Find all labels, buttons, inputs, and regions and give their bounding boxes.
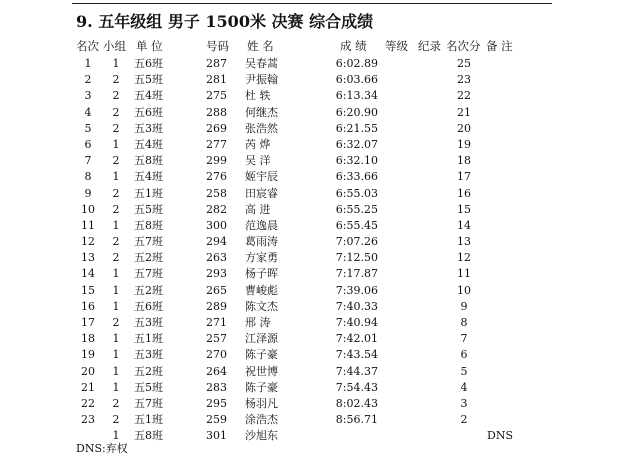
cell-class: 五6班: [134, 299, 163, 313]
cell-group: 1: [112, 283, 120, 297]
cell-number: 257: [206, 332, 227, 346]
cell-result: 7:44.37: [335, 364, 378, 378]
page-title: 9. 五年级组 男子 1500米 决赛 综合成绩: [76, 12, 374, 31]
cell-number: 289: [206, 299, 227, 313]
cell-points: 25: [457, 57, 471, 70]
cell-class: 五4班: [134, 170, 163, 184]
table-row: [0, 186, 630, 202]
cell-group: 1: [112, 218, 120, 232]
cell-points: 11: [457, 267, 471, 281]
cell-rank: 3: [84, 89, 92, 103]
cell-result: 7:42.01: [335, 332, 378, 346]
cell-name: 江泽源: [245, 332, 278, 346]
cell-class: 五3班: [134, 121, 163, 135]
cell-name: 陈文杰: [245, 299, 278, 313]
cell-result: 6:32.07: [335, 137, 378, 151]
cell-class: 五8班: [134, 429, 163, 443]
cell-points: 7: [460, 332, 468, 346]
cell-result: 6:55.03: [335, 186, 378, 200]
top-rule: [72, 3, 552, 4]
cell-group: 1: [112, 380, 120, 394]
table-row: [0, 412, 630, 428]
table-header: [0, 38, 630, 54]
cell-class: 五5班: [134, 73, 163, 87]
cell-group: 1: [112, 267, 120, 281]
cell-rank: 15: [81, 283, 95, 297]
cell-points: 21: [457, 105, 471, 119]
cell-result: 6:55.45: [335, 218, 378, 232]
cell-group: 1: [112, 170, 120, 184]
cell-result: 7:39.06: [335, 283, 378, 297]
footnote: DNS:弃权: [76, 442, 128, 455]
cell-number: 288: [206, 105, 227, 119]
cell-name: 邢 涛: [245, 316, 271, 329]
cell-class: 五1班: [134, 332, 163, 346]
cell-name: 涂浩杰: [245, 413, 278, 427]
table-row: [0, 266, 630, 282]
cell-result: 7:40.33: [335, 299, 378, 313]
cell-rank: 19: [81, 348, 95, 362]
cell-group: 2: [112, 105, 120, 119]
cell-group: 2: [112, 154, 120, 168]
cell-group: 2: [112, 202, 120, 216]
cell-group: 2: [112, 251, 120, 265]
cell-class: 五4班: [134, 89, 163, 103]
cell-group: 2: [112, 121, 120, 135]
cell-rank: 4: [84, 105, 92, 119]
cell-name: 杨子晖: [245, 267, 278, 281]
cell-number: 277: [206, 137, 227, 151]
table-row: [0, 56, 630, 72]
cell-number: 295: [206, 396, 227, 410]
cell-group: 1: [112, 364, 120, 378]
table-row: [0, 121, 630, 137]
cell-number: 299: [206, 154, 227, 168]
cell-points: 2: [460, 413, 468, 427]
cell-group: 1: [112, 57, 120, 70]
results-table: [0, 56, 630, 445]
table-row: [0, 105, 630, 121]
cell-number: 276: [206, 170, 227, 184]
header-result: 成 绩: [340, 39, 367, 53]
cell-result: 6:13.34: [335, 89, 378, 103]
header-grade: 等级: [385, 39, 408, 53]
cell-class: 五8班: [134, 218, 163, 232]
cell-class: 五7班: [134, 267, 163, 281]
cell-points: 9: [460, 299, 468, 313]
cell-number: 293: [206, 267, 227, 281]
cell-class: 五6班: [134, 57, 163, 70]
cell-rank: 5: [84, 121, 92, 135]
cell-name: 葛雨涛: [245, 235, 278, 249]
cell-name: 方家勇: [245, 251, 278, 265]
table-row: [0, 153, 630, 169]
cell-number: 258: [206, 186, 227, 200]
cell-points: 20: [457, 121, 471, 135]
cell-name: 高 进: [245, 202, 271, 216]
cell-class: 五5班: [134, 202, 163, 216]
cell-result: 7:17.87: [335, 267, 378, 281]
header-points: 名次分: [446, 39, 481, 53]
cell-group: 2: [112, 89, 120, 103]
cell-result: 8:02.43: [335, 396, 378, 410]
cell-points: 15: [457, 202, 471, 216]
cell-group: 2: [112, 316, 120, 329]
cell-number: 265: [206, 283, 227, 297]
cell-rank: 17: [81, 316, 95, 329]
cell-class: 五2班: [134, 251, 163, 265]
cell-name: 吴春蒿: [245, 57, 278, 70]
cell-name: 曹峻彪: [245, 283, 278, 297]
cell-number: 263: [206, 251, 227, 265]
cell-name: 杜 轶: [245, 89, 271, 103]
header-rank: 名次: [76, 39, 99, 53]
cell-rank: 9: [84, 186, 92, 200]
cell-rank: 21: [81, 380, 95, 394]
table-row: [0, 283, 630, 299]
cell-class: 五1班: [134, 186, 163, 200]
cell-name: 何继杰: [245, 105, 278, 119]
cell-group: 2: [112, 413, 120, 427]
table-row: [0, 202, 630, 218]
header-number: 号码: [206, 39, 229, 53]
header-record: 纪录: [418, 39, 441, 53]
table-row: [0, 250, 630, 266]
cell-number: 259: [206, 413, 227, 427]
cell-result: 6:33.66: [335, 170, 378, 184]
cell-rank: 16: [81, 299, 95, 313]
cell-result: 7:07.26: [335, 235, 378, 249]
cell-class: 五7班: [134, 396, 163, 410]
cell-name: 祝世博: [245, 364, 278, 378]
cell-points: 22: [457, 89, 471, 103]
cell-name: 杨羽凡: [245, 396, 278, 410]
cell-number: 294: [206, 235, 227, 249]
cell-result: 6:32.10: [335, 154, 378, 168]
cell-result: 6:55.25: [335, 202, 378, 216]
cell-number: 282: [206, 202, 227, 216]
cell-remark: DNS: [487, 429, 513, 443]
cell-rank: 1: [84, 57, 92, 70]
table-row: [0, 88, 630, 104]
cell-group: 1: [112, 299, 120, 313]
cell-points: 18: [457, 154, 471, 168]
cell-result: 6:02.89: [335, 57, 378, 70]
cell-name: 田宸睿: [245, 186, 278, 200]
table-row: [0, 364, 630, 380]
cell-rank: 14: [81, 267, 95, 281]
cell-result: 6:20.90: [335, 105, 378, 119]
cell-name: 芮 烨: [245, 137, 271, 151]
table-row: [0, 72, 630, 88]
cell-points: 12: [457, 251, 471, 265]
cell-rank: 12: [81, 235, 95, 249]
cell-class: 五5班: [134, 380, 163, 394]
cell-rank: 13: [81, 251, 95, 265]
cell-result: 8:56.71: [335, 413, 378, 427]
cell-name: 尹振翰: [245, 73, 278, 87]
cell-rank: 6: [84, 137, 92, 151]
table-row: [0, 234, 630, 250]
table-row: [0, 315, 630, 331]
header-group: 小组: [103, 39, 126, 53]
cell-name: 吴 洋: [245, 154, 271, 168]
table-row: [0, 331, 630, 347]
cell-result: 7:40.94: [335, 316, 378, 329]
cell-group: 1: [112, 137, 120, 151]
cell-points: 8: [460, 316, 468, 329]
cell-group: 1: [112, 429, 120, 443]
cell-name: 陈子豪: [245, 380, 278, 394]
table-row: [0, 380, 630, 396]
cell-points: 4: [460, 380, 468, 394]
cell-rank: 20: [81, 364, 95, 378]
cell-rank: 10: [81, 202, 95, 216]
cell-points: 3: [460, 396, 468, 410]
cell-points: 17: [457, 170, 471, 184]
cell-number: 281: [206, 73, 227, 87]
cell-class: 五8班: [134, 154, 163, 168]
cell-rank: 18: [81, 332, 95, 346]
cell-result: 7:43.54: [335, 348, 378, 362]
cell-name: 范逸晨: [245, 218, 278, 232]
cell-name: 姬宇辰: [245, 170, 278, 184]
cell-number: 301: [206, 429, 227, 443]
cell-class: 五7班: [134, 235, 163, 249]
header-remark: 备 注: [486, 39, 513, 53]
cell-number: 270: [206, 348, 227, 362]
cell-number: 271: [206, 316, 227, 329]
table-row: [0, 137, 630, 153]
cell-group: 1: [112, 332, 120, 346]
cell-number: 283: [206, 380, 227, 394]
cell-rank: 11: [81, 218, 95, 232]
cell-number: 287: [206, 57, 227, 70]
cell-points: 14: [457, 218, 471, 232]
table-row: [0, 169, 630, 185]
cell-number: 264: [206, 364, 227, 378]
cell-points: 6: [460, 348, 468, 362]
cell-class: 五3班: [134, 316, 163, 329]
cell-class: 五1班: [134, 413, 163, 427]
cell-class: 五4班: [134, 137, 163, 151]
cell-rank: 7: [84, 154, 92, 168]
cell-points: 23: [457, 73, 471, 87]
cell-rank: 23: [81, 413, 95, 427]
header-class: 单 位: [136, 39, 163, 53]
cell-name: 陈子豪: [245, 348, 278, 362]
cell-rank: 22: [81, 396, 95, 410]
cell-points: 19: [457, 137, 471, 151]
cell-class: 五3班: [134, 348, 163, 362]
cell-class: 五2班: [134, 283, 163, 297]
cell-points: 5: [460, 364, 468, 378]
cell-class: 五2班: [134, 364, 163, 378]
cell-result: 6:03.66: [335, 73, 378, 87]
cell-rank: 8: [84, 170, 92, 184]
cell-number: 269: [206, 121, 227, 135]
header-name: 姓 名: [247, 39, 274, 53]
cell-points: 16: [457, 186, 471, 200]
cell-number: 300: [206, 218, 227, 232]
cell-points: 13: [457, 235, 471, 249]
cell-name: 沙旭东: [245, 429, 278, 443]
cell-rank: 2: [84, 73, 92, 87]
cell-group: 2: [112, 396, 120, 410]
table-row: [0, 218, 630, 234]
cell-group: 1: [112, 348, 120, 362]
cell-class: 五6班: [134, 105, 163, 119]
cell-result: 7:54.43: [335, 380, 378, 394]
cell-group: 2: [112, 73, 120, 87]
table-row: [0, 347, 630, 363]
cell-points: 10: [457, 283, 471, 297]
cell-result: 6:21.55: [335, 121, 378, 135]
cell-result: 7:12.50: [335, 251, 378, 265]
table-row: [0, 396, 630, 412]
table-row: [0, 299, 630, 315]
cell-group: 2: [112, 235, 120, 249]
cell-number: 275: [206, 89, 227, 103]
cell-name: 张浩然: [245, 121, 278, 135]
cell-group: 2: [112, 186, 120, 200]
